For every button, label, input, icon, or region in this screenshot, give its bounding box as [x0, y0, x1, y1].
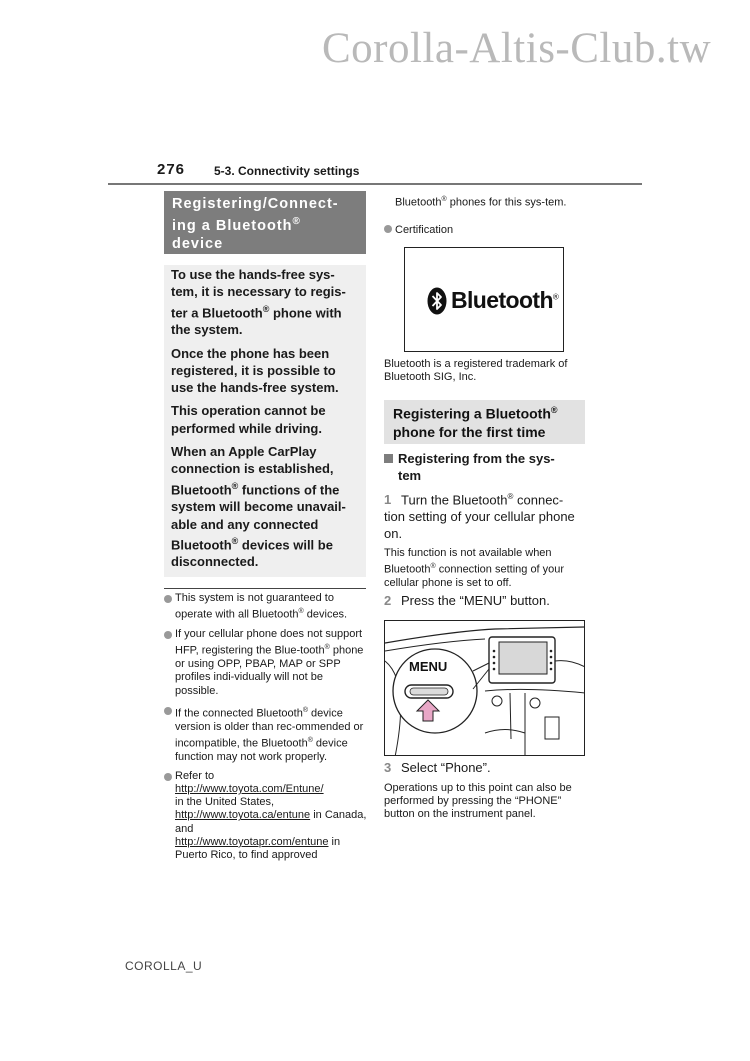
- bluetooth-logo: [427, 287, 559, 315]
- square-bullet-icon: [384, 454, 393, 463]
- certification-item: Certification: [384, 224, 584, 237]
- footer-model-code: COROLLA_U: [125, 959, 203, 973]
- intro-paragraph: This operation cannot be performed while driving.: [171, 403, 326, 436]
- procedure-heading: Registering from the sys- tem: [384, 450, 584, 484]
- notes-list: [164, 592, 368, 868]
- menu-button-label: MENU: [409, 659, 448, 674]
- step-1: 1 Turn the Bluetooth® connec-tion setting of your cellular phone on.: [384, 492, 575, 542]
- dashboard-drawing: [385, 621, 585, 756]
- link-toyota-ca[interactable]: http://www.toyota.ca/entune: [175, 809, 311, 822]
- bullet-icon: [164, 631, 172, 639]
- bullet-icon: [164, 595, 172, 603]
- step-3: 3 Select “Phone”.: [384, 760, 491, 775]
- bluetooth-logo-box: [404, 247, 564, 352]
- heading-line-1: Registering/Connect-: [172, 196, 339, 212]
- intro-paragraph: Once the phone has been registered, it is possible to use the hands-free system.: [171, 345, 339, 396]
- bluetooth-wordmark: Bluetooth®: [451, 287, 559, 313]
- heading-line-2: ing a Bluetooth®: [172, 216, 301, 234]
- section-title: 5-3. Connectivity settings: [214, 164, 360, 178]
- intro-paragraph: To use the hands-free sys-tem, it is necessary to regis-ter a Bluetooth® phone with the system.: [171, 267, 346, 338]
- section-heading-registering: [164, 191, 366, 254]
- watermark: Corolla-Altis-Club.tw: [322, 25, 712, 72]
- dashboard-illustration: [384, 620, 585, 756]
- final-note: Operations up to this point can also be performed by pressing the “PHONE” button on the instrument panel.: [384, 782, 572, 821]
- link-toyota-us[interactable]: http://www.toyota.com/Entune/: [175, 783, 324, 796]
- subsection-heading-first-time: Registering a Bluetooth® phone for the first time: [384, 400, 585, 444]
- bullet-icon: [384, 225, 392, 233]
- page-number: 276: [157, 161, 186, 178]
- bullet-icon: [164, 773, 172, 781]
- list-item: If your cellular phone does not support HFP, registering the Blue-tooth® phone or using OPP, PBAP, MAP or SPP profiles indi-vidually will not be possible.: [164, 628, 368, 698]
- step-2: 2 Press the “MENU” button.: [384, 593, 550, 608]
- intro-box: [164, 265, 366, 577]
- header-rule: [108, 183, 642, 185]
- list-item: Refer to http://www.toyota.com/Entune/ in the United States, http://www.toyota.ca/entune in Canada, and http://www.toyotapr.com/entune in Puerto Rico, to find approved: [164, 770, 368, 862]
- list-item: This system is not guaranteed to operate with all Bluetooth® devices.: [164, 592, 368, 622]
- intro-paragraph: When an Apple CarPlay connection is established, Bluetooth® functions of the system will become unavail-able and any connected Bluetooth® devices will be disconnected.: [171, 444, 346, 570]
- bluetooth-rune-icon: [427, 287, 447, 315]
- trademark-note: Bluetooth is a registered trademark of Bluetooth SIG, Inc.: [384, 358, 568, 384]
- bullet-icon: [164, 707, 172, 715]
- notes-divider: [164, 588, 366, 589]
- list-item: If the connected Bluetooth® device version is older than rec-ommended or incompatible, the Bluetooth® device function may not work properly.: [164, 704, 368, 764]
- continued-text: Bluetooth® phones for this sys-tem.: [395, 196, 567, 209]
- link-toyota-pr[interactable]: http://www.toyotapr.com/entune: [175, 835, 329, 848]
- heading-line-3: device: [172, 235, 224, 252]
- step-1-note: This function is not available when Bluetooth® connection setting of your cellular phone is set to off.: [384, 547, 565, 590]
